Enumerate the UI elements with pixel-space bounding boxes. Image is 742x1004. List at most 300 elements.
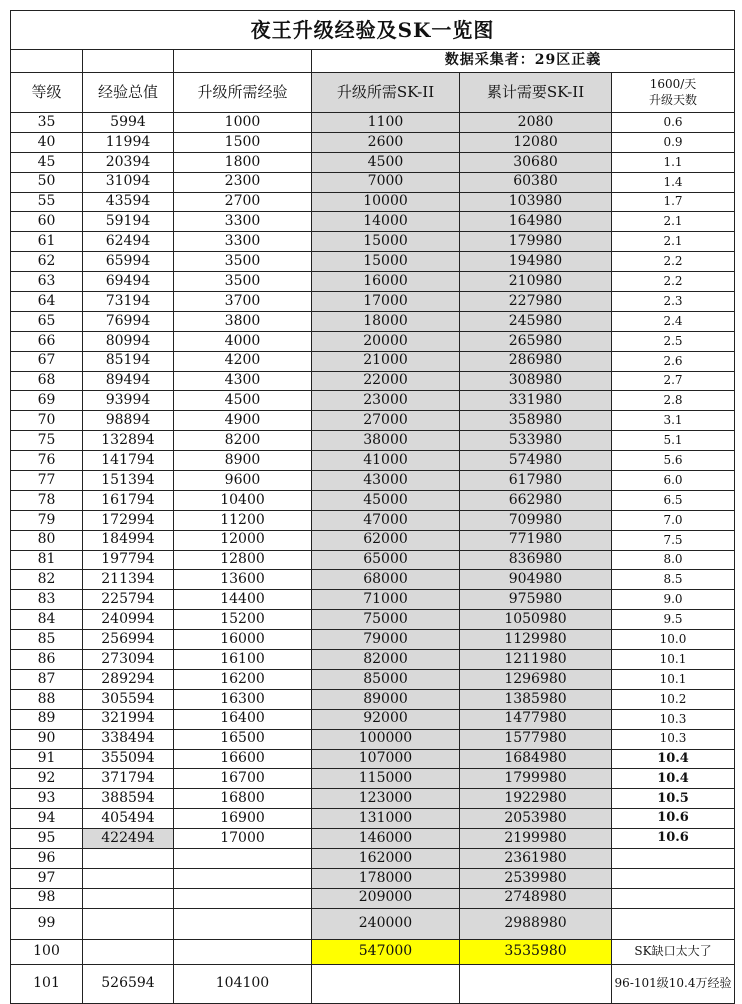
header-total-exp: 经验总值 <box>83 73 174 113</box>
cell-sk-cumulative: 265980 <box>460 331 612 351</box>
cell-sk-cumulative: 1477980 <box>460 709 612 729</box>
cell-sk-needed: 82000 <box>312 650 460 670</box>
cell-sk-cumulative: 709980 <box>460 510 612 530</box>
table-row <box>11 431 735 451</box>
table-row <box>11 610 735 630</box>
table-row <box>11 709 735 729</box>
cell-total-exp: 256994 <box>83 630 174 650</box>
table-row <box>11 510 735 530</box>
cell-sk-needed: 22000 <box>312 371 460 391</box>
cell-exp-needed: 8200 <box>174 431 312 451</box>
cell-level: 65 <box>11 311 83 331</box>
cell-total-exp: 62494 <box>83 232 174 252</box>
cell-total-exp: 73194 <box>83 292 174 312</box>
cell-level: 95 <box>11 829 83 849</box>
data-collector: 数据采集者：29区正義 <box>312 50 735 73</box>
cell-days: 6.0 <box>612 471 735 491</box>
cell-sk-cumulative: 533980 <box>460 431 612 451</box>
cell-sk-needed: 146000 <box>312 829 460 849</box>
cell-days: 10.3 <box>612 729 735 749</box>
table-row <box>11 964 735 1003</box>
table-row <box>11 530 735 550</box>
cell-sk-cumulative: 194980 <box>460 252 612 272</box>
cell-days: 10.4 <box>612 769 735 789</box>
cell-days: 5.6 <box>612 451 735 471</box>
cell-exp-needed: 16500 <box>174 729 312 749</box>
cell-days: 10.2 <box>612 689 735 709</box>
cell-sk-cumulative: 1684980 <box>460 749 612 769</box>
cell-days <box>612 848 735 868</box>
cell-sk-cumulative: 2199980 <box>460 829 612 849</box>
cell-level: 100 <box>11 939 83 964</box>
cell-days: 9.0 <box>612 590 735 610</box>
cell-total-exp: 89494 <box>83 371 174 391</box>
cell-days: 3.1 <box>612 411 735 431</box>
cell-days: 6.5 <box>612 490 735 510</box>
cell-days: 2.4 <box>612 311 735 331</box>
cell-total-exp: 240994 <box>83 610 174 630</box>
table-row <box>11 630 735 650</box>
cell-total-exp: 76994 <box>83 311 174 331</box>
table-row <box>11 252 735 272</box>
cell-level: 97 <box>11 868 83 888</box>
table-row <box>11 908 735 939</box>
cell-sk-needed: 14000 <box>312 212 460 232</box>
cell-sk-needed: 62000 <box>312 530 460 550</box>
cell-total-exp <box>83 939 174 964</box>
cell-exp-needed: 12800 <box>174 550 312 570</box>
cell-exp-needed: 3300 <box>174 232 312 252</box>
cell-exp-needed: 4900 <box>174 411 312 431</box>
cell-days: 2.1 <box>612 212 735 232</box>
cell-exp-needed: 1000 <box>174 113 312 133</box>
table-row <box>11 113 735 133</box>
cell-sk-cumulative: 286980 <box>460 351 612 371</box>
cell-level: 61 <box>11 232 83 252</box>
cell-days: 10.1 <box>612 669 735 689</box>
cell-exp-needed: 16700 <box>174 769 312 789</box>
cell-exp-needed: 16800 <box>174 789 312 809</box>
table-row <box>11 749 735 769</box>
cell-sk-needed: 68000 <box>312 570 460 590</box>
cell-total-exp: 526594 <box>83 964 174 1003</box>
exp-table <box>10 10 735 1004</box>
cell-exp-needed: 12000 <box>174 530 312 550</box>
cell-sk-cumulative: 60380 <box>460 172 612 192</box>
cell-days: 2.5 <box>612 331 735 351</box>
cell-sk-needed: 20000 <box>312 331 460 351</box>
table-row <box>11 570 735 590</box>
cell-days: 9.5 <box>612 610 735 630</box>
cell-days: 2.2 <box>612 252 735 272</box>
cell-exp-needed: 3700 <box>174 292 312 312</box>
cell-level: 66 <box>11 331 83 351</box>
cell-level: 62 <box>11 252 83 272</box>
cell-exp-needed: 3800 <box>174 311 312 331</box>
cell-total-exp: 289294 <box>83 669 174 689</box>
cell-total-exp: 388594 <box>83 789 174 809</box>
cell-exp-needed: 8900 <box>174 451 312 471</box>
table-row <box>11 132 735 152</box>
cell-level: 78 <box>11 490 83 510</box>
cell-sk-cumulative: 245980 <box>460 311 612 331</box>
cell-sk-cumulative: 617980 <box>460 471 612 491</box>
cell-sk-cumulative: 1577980 <box>460 729 612 749</box>
cell-level: 81 <box>11 550 83 570</box>
cell-exp-needed: 1800 <box>174 152 312 172</box>
cell-sk-cumulative: 975980 <box>460 590 612 610</box>
table-row <box>11 550 735 570</box>
cell-sk-needed: 15000 <box>312 252 460 272</box>
cell-total-exp: 225794 <box>83 590 174 610</box>
cell-sk-cumulative: 331980 <box>460 391 612 411</box>
cell-sk-cumulative: 179980 <box>460 232 612 252</box>
cell-days: 10.6 <box>612 829 735 849</box>
cell-sk-needed: 115000 <box>312 769 460 789</box>
cell-exp-needed: 17000 <box>174 829 312 849</box>
cell-sk-cumulative: 358980 <box>460 411 612 431</box>
cell-sk-cumulative: 3535980 <box>460 939 612 964</box>
cell-total-exp: 85194 <box>83 351 174 371</box>
cell-sk-cumulative: 662980 <box>460 490 612 510</box>
table-row <box>11 292 735 312</box>
table-row <box>11 769 735 789</box>
cell-days: 1.7 <box>612 192 735 212</box>
cell-sk-needed: 38000 <box>312 431 460 451</box>
cell-level: 99 <box>11 908 83 939</box>
cell-sk-needed: 45000 <box>312 490 460 510</box>
cell-level: 84 <box>11 610 83 630</box>
cell-sk-needed: 85000 <box>312 669 460 689</box>
cell-total-exp: 69494 <box>83 272 174 292</box>
cell-level: 82 <box>11 570 83 590</box>
table-row <box>11 939 735 964</box>
cell-total-exp: 65994 <box>83 252 174 272</box>
cell-sk-needed <box>312 964 460 1003</box>
cell-exp-needed: 4200 <box>174 351 312 371</box>
table-row <box>11 829 735 849</box>
cell-level: 96 <box>11 848 83 868</box>
cell-exp-needed <box>174 868 312 888</box>
cell-sk-cumulative: 210980 <box>460 272 612 292</box>
cell-sk-cumulative: 2748980 <box>460 888 612 908</box>
cell-sk-needed: 23000 <box>312 391 460 411</box>
cell-days: 10.3 <box>612 709 735 729</box>
cell-exp-needed: 10400 <box>174 490 312 510</box>
cell-sk-needed: 178000 <box>312 868 460 888</box>
cell-level: 101 <box>11 964 83 1003</box>
cell-total-exp <box>83 848 174 868</box>
cell-level: 89 <box>11 709 83 729</box>
cell-sk-needed: 41000 <box>312 451 460 471</box>
cell-sk-needed: 18000 <box>312 311 460 331</box>
table-row <box>11 888 735 908</box>
cell-exp-needed: 104100 <box>174 964 312 1003</box>
cell-sk-needed: 75000 <box>312 610 460 630</box>
cell-level: 67 <box>11 351 83 371</box>
cell-level: 94 <box>11 809 83 829</box>
cell-days: 1.4 <box>612 172 735 192</box>
cell-total-exp: 197794 <box>83 550 174 570</box>
cell-exp-needed: 16000 <box>174 630 312 650</box>
cell-exp-needed <box>174 888 312 908</box>
cell-total-exp: 20394 <box>83 152 174 172</box>
cell-sk-needed: 100000 <box>312 729 460 749</box>
cell-sk-needed: 65000 <box>312 550 460 570</box>
cell-level: 87 <box>11 669 83 689</box>
cell-exp-needed: 3300 <box>174 212 312 232</box>
cell-level: 75 <box>11 431 83 451</box>
table-row <box>11 272 735 292</box>
cell-exp-needed <box>174 848 312 868</box>
cell-total-exp: 93994 <box>83 391 174 411</box>
table-row <box>11 311 735 331</box>
cell-sk-cumulative: 1385980 <box>460 689 612 709</box>
cell-level: 50 <box>11 172 83 192</box>
cell-total-exp: 141794 <box>83 451 174 471</box>
cell-sk-cumulative: 1211980 <box>460 650 612 670</box>
table-row <box>11 331 735 351</box>
cell-days: 2.7 <box>612 371 735 391</box>
cell-level: 63 <box>11 272 83 292</box>
cell-sk-cumulative: 904980 <box>460 570 612 590</box>
cell-level: 68 <box>11 371 83 391</box>
cell-days: 10.5 <box>612 789 735 809</box>
cell-days: SK缺口太大了 <box>612 939 735 964</box>
cell-days: 2.1 <box>612 232 735 252</box>
cell-sk-needed: 209000 <box>312 888 460 908</box>
cell-sk-cumulative: 308980 <box>460 371 612 391</box>
header-sk-needed: 升级所需SK-II <box>312 73 460 113</box>
cell-days: 10.6 <box>612 809 735 829</box>
cell-exp-needed <box>174 908 312 939</box>
cell-sk-cumulative: 164980 <box>460 212 612 232</box>
cell-sk-needed: 79000 <box>312 630 460 650</box>
cell-days: 1.1 <box>612 152 735 172</box>
table-row <box>11 848 735 868</box>
cell-sk-cumulative: 1296980 <box>460 669 612 689</box>
cell-sk-cumulative: 103980 <box>460 192 612 212</box>
cell-exp-needed <box>174 939 312 964</box>
cell-sk-cumulative <box>460 964 612 1003</box>
cell-days: 2.8 <box>612 391 735 411</box>
cell-level: 91 <box>11 749 83 769</box>
cell-total-exp: 132894 <box>83 431 174 451</box>
cell-sk-cumulative: 1129980 <box>460 630 612 650</box>
cell-total-exp: 59194 <box>83 212 174 232</box>
cell-days: 2.2 <box>612 272 735 292</box>
cell-sk-needed: 240000 <box>312 908 460 939</box>
header-level: 等级 <box>11 73 83 113</box>
sheet-title: 夜王升级经验及SK一览图 <box>11 11 735 50</box>
table-row <box>11 669 735 689</box>
table-row <box>11 650 735 670</box>
table-row <box>11 689 735 709</box>
cell-total-exp: 161794 <box>83 490 174 510</box>
cell-sk-needed: 43000 <box>312 471 460 491</box>
cell-sk-needed: 17000 <box>312 292 460 312</box>
cell-level: 45 <box>11 152 83 172</box>
cell-exp-needed: 4300 <box>174 371 312 391</box>
table-row <box>11 212 735 232</box>
cell-sk-needed: 47000 <box>312 510 460 530</box>
cell-level: 88 <box>11 689 83 709</box>
cell-level: 40 <box>11 132 83 152</box>
table-row <box>11 351 735 371</box>
cell-total-exp <box>83 908 174 939</box>
header-row <box>11 73 735 113</box>
table-row <box>11 590 735 610</box>
header-days-rate: 1600/天 <box>649 76 697 91</box>
cell-total-exp: 371794 <box>83 769 174 789</box>
cell-exp-needed: 16200 <box>174 669 312 689</box>
cell-level: 35 <box>11 113 83 133</box>
cell-exp-needed: 16600 <box>174 749 312 769</box>
cell-days <box>612 868 735 888</box>
cell-level: 77 <box>11 471 83 491</box>
cell-days: 7.5 <box>612 530 735 550</box>
cell-level: 55 <box>11 192 83 212</box>
cell-exp-needed: 1500 <box>174 132 312 152</box>
cell-total-exp: 405494 <box>83 809 174 829</box>
cell-sk-needed: 92000 <box>312 709 460 729</box>
cell-exp-needed: 2700 <box>174 192 312 212</box>
table-row <box>11 411 735 431</box>
cell-total-exp: 422494 <box>83 829 174 849</box>
table-row <box>11 391 735 411</box>
cell-level: 60 <box>11 212 83 232</box>
cell-exp-needed: 2300 <box>174 172 312 192</box>
cell-sk-cumulative: 227980 <box>460 292 612 312</box>
cell-exp-needed: 15200 <box>174 610 312 630</box>
table-row <box>11 451 735 471</box>
cell-level: 80 <box>11 530 83 550</box>
table-row <box>11 868 735 888</box>
cell-level: 93 <box>11 789 83 809</box>
cell-sk-needed: 71000 <box>312 590 460 610</box>
cell-days: 10.1 <box>612 650 735 670</box>
cell-days: 0.6 <box>612 113 735 133</box>
table-row <box>11 729 735 749</box>
cell-total-exp: 184994 <box>83 530 174 550</box>
cell-total-exp: 98894 <box>83 411 174 431</box>
cell-exp-needed: 3500 <box>174 272 312 292</box>
cell-days: 8.0 <box>612 550 735 570</box>
cell-total-exp <box>83 888 174 908</box>
table-row <box>11 172 735 192</box>
cell-exp-needed: 4000 <box>174 331 312 351</box>
cell-level: 70 <box>11 411 83 431</box>
cell-total-exp: 43594 <box>83 192 174 212</box>
cell-sk-cumulative: 12080 <box>460 132 612 152</box>
cell-total-exp: 355094 <box>83 749 174 769</box>
cell-level: 79 <box>11 510 83 530</box>
cell-total-exp: 172994 <box>83 510 174 530</box>
cell-total-exp: 305594 <box>83 689 174 709</box>
cell-sk-cumulative: 836980 <box>460 550 612 570</box>
cell-level: 98 <box>11 888 83 908</box>
cell-sk-cumulative: 2539980 <box>460 868 612 888</box>
cell-sk-needed: 7000 <box>312 172 460 192</box>
cell-sk-needed: 107000 <box>312 749 460 769</box>
spreadsheet <box>10 10 734 1004</box>
cell-level: 85 <box>11 630 83 650</box>
cell-exp-needed: 4500 <box>174 391 312 411</box>
cell-exp-needed: 13600 <box>174 570 312 590</box>
table-row <box>11 471 735 491</box>
cell-level: 83 <box>11 590 83 610</box>
cell-days: 96-101级10.4万经验 <box>612 964 735 1003</box>
cell-level: 76 <box>11 451 83 471</box>
cell-sk-needed: 1100 <box>312 113 460 133</box>
cell-sk-needed: 123000 <box>312 789 460 809</box>
cell-total-exp: 321994 <box>83 709 174 729</box>
cell-sk-cumulative: 2361980 <box>460 848 612 868</box>
cell-sk-cumulative: 574980 <box>460 451 612 471</box>
header-days <box>612 73 735 113</box>
table-row <box>11 809 735 829</box>
cell-total-exp: 31094 <box>83 172 174 192</box>
table-row <box>11 789 735 809</box>
cell-exp-needed: 16400 <box>174 709 312 729</box>
cell-exp-needed: 14400 <box>174 590 312 610</box>
cell-sk-needed: 131000 <box>312 809 460 829</box>
cell-sk-cumulative: 1922980 <box>460 789 612 809</box>
cell-days: 8.5 <box>612 570 735 590</box>
header-sk-cumulative: 累计需要SK-II <box>460 73 612 113</box>
cell-level: 92 <box>11 769 83 789</box>
cell-sk-needed: 547000 <box>312 939 460 964</box>
cell-days: 5.1 <box>612 431 735 451</box>
cell-sk-needed: 162000 <box>312 848 460 868</box>
cell-total-exp: 273094 <box>83 650 174 670</box>
cell-exp-needed: 3500 <box>174 252 312 272</box>
cell-days: 10.0 <box>612 630 735 650</box>
cell-sk-cumulative: 771980 <box>460 530 612 550</box>
table-row <box>11 490 735 510</box>
header-days-label: 升级天数 <box>649 92 698 107</box>
cell-days: 7.0 <box>612 510 735 530</box>
cell-sk-needed: 27000 <box>312 411 460 431</box>
cell-sk-needed: 2600 <box>312 132 460 152</box>
cell-days: 10.4 <box>612 749 735 769</box>
cell-total-exp <box>83 868 174 888</box>
cell-level: 69 <box>11 391 83 411</box>
cell-exp-needed: 9600 <box>174 471 312 491</box>
cell-total-exp: 338494 <box>83 729 174 749</box>
cell-total-exp: 151394 <box>83 471 174 491</box>
cell-sk-needed: 15000 <box>312 232 460 252</box>
cell-exp-needed: 16900 <box>174 809 312 829</box>
table-row <box>11 371 735 391</box>
cell-sk-cumulative: 2080 <box>460 113 612 133</box>
cell-days: 0.9 <box>612 132 735 152</box>
cell-sk-cumulative: 1799980 <box>460 769 612 789</box>
cell-total-exp: 211394 <box>83 570 174 590</box>
cell-level: 90 <box>11 729 83 749</box>
table-row <box>11 152 735 172</box>
cell-total-exp: 11994 <box>83 132 174 152</box>
cell-exp-needed: 16100 <box>174 650 312 670</box>
cell-sk-needed: 21000 <box>312 351 460 371</box>
cell-days <box>612 908 735 939</box>
cell-total-exp: 80994 <box>83 331 174 351</box>
cell-sk-cumulative: 1050980 <box>460 610 612 630</box>
table-row <box>11 192 735 212</box>
cell-sk-needed: 16000 <box>312 272 460 292</box>
cell-sk-needed: 10000 <box>312 192 460 212</box>
cell-sk-cumulative: 2053980 <box>460 809 612 829</box>
